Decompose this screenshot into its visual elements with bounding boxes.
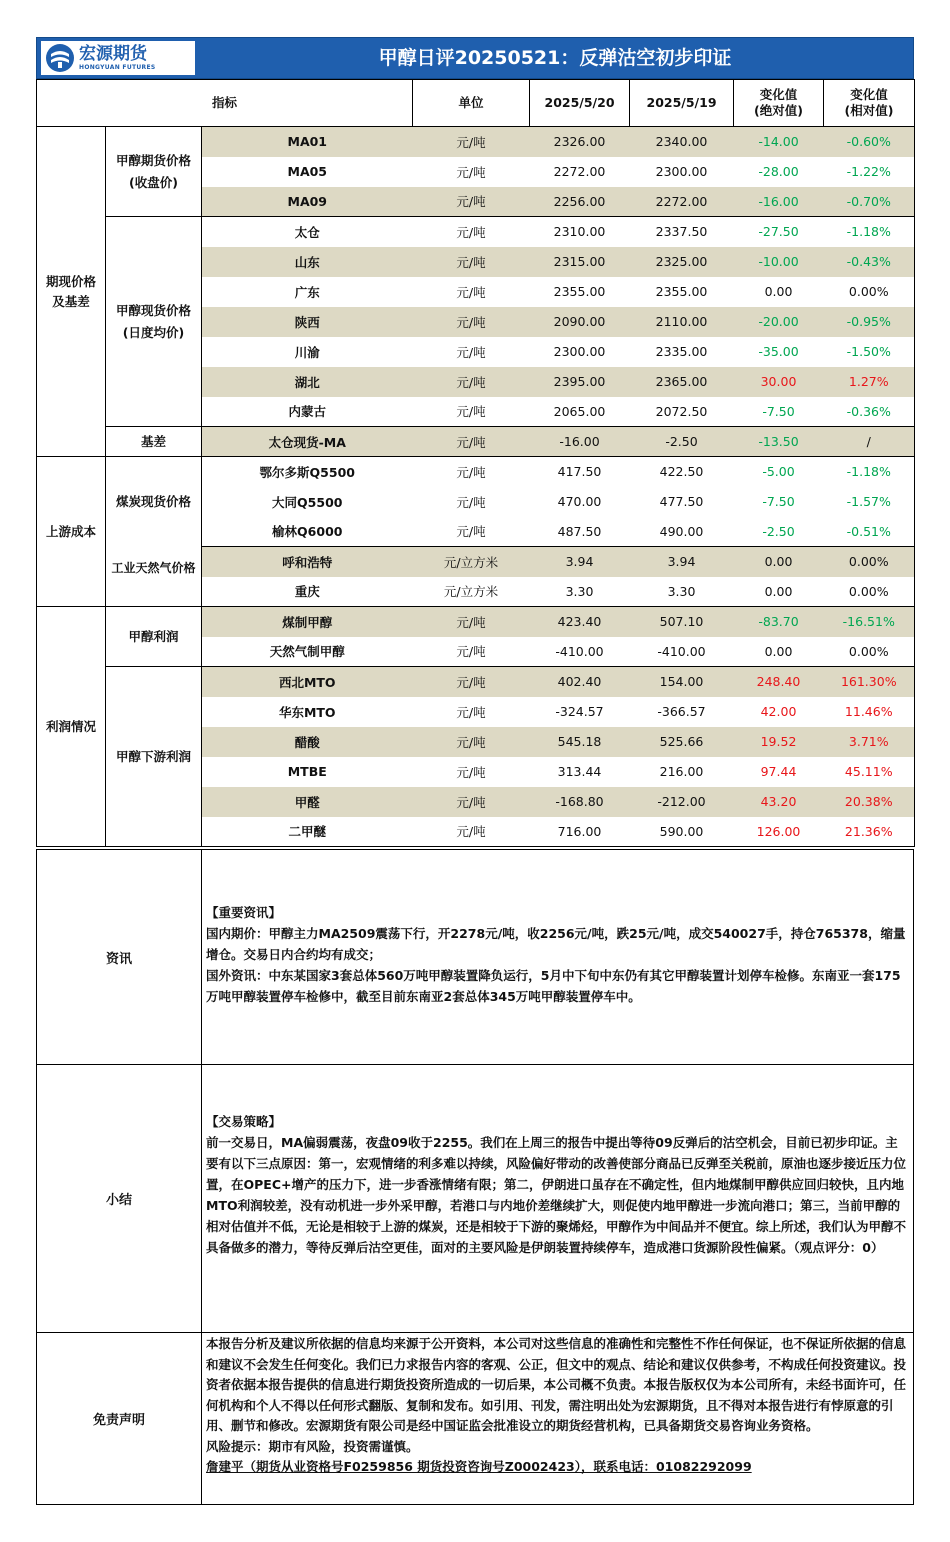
row-unit: 元/吨 <box>413 307 530 337</box>
row-value-date2: 525.66 <box>630 727 734 757</box>
row-change-abs: -10.00 <box>734 247 824 277</box>
row-value-date2: 2355.00 <box>655 284 708 299</box>
news-section <box>36 849 914 1065</box>
subgroup-basis: 基差 <box>106 427 202 457</box>
table-row <box>37 427 915 457</box>
row-change-abs: 30.00 <box>734 367 824 397</box>
row-unit: 元/吨 <box>456 284 486 300</box>
row-change-abs: -27.50 <box>734 217 824 247</box>
row-value-date1: 545.18 <box>530 727 630 757</box>
row-change-rel: 20.38% <box>824 787 915 817</box>
col-header-indicator: 指标 <box>37 80 413 127</box>
row-indicator-name: 鄂尔多斯Q5500 <box>202 457 413 487</box>
row-change-abs: -28.00 <box>758 164 799 179</box>
row-unit: 元/吨 <box>456 524 486 540</box>
row-value-date2: -366.57 <box>657 704 706 719</box>
row-change-abs: -13.50 <box>734 427 824 457</box>
news-foreign: 国外资讯：中东某国家3套总体560万吨甲醇装置降负运行，5月中下旬中东仍有其它甲醇装置计划停车检修。东南亚一套175万吨甲醇装置停车检修中，截至目前东南亚2套总体345万吨甲醇装置停车中。 <box>206 968 901 1004</box>
row-change-rel: -0.70% <box>824 187 915 217</box>
row-change-rel: -1.57% <box>824 487 915 517</box>
row-change-rel: 45.11% <box>824 757 915 787</box>
group-price-basis: 期现价格 及基差 <box>37 127 106 457</box>
row-indicator-name: 内蒙古 <box>202 397 413 427</box>
row-indicator-name: 二甲醚 <box>202 817 413 847</box>
row-unit: 元/吨 <box>456 764 486 780</box>
report-header <box>36 37 914 79</box>
row-change-rel: 1.27% <box>824 367 915 397</box>
row-indicator-name: 天然气制甲醇 <box>202 637 413 667</box>
subgroup-methanol-profit: 甲醇利润 <box>106 607 202 667</box>
row-indicator-name: 榆林Q6000 <box>202 517 413 547</box>
row-change-rel: 0.00% <box>824 277 915 307</box>
subgroup-coal-price: 煤炭现货价格 <box>106 457 202 547</box>
row-value-date1: 417.50 <box>530 457 630 487</box>
row-value-date1: 716.00 <box>530 817 630 847</box>
row-value-date2: -410.00 <box>630 637 734 667</box>
row-change-rel: -1.18% <box>824 457 915 487</box>
row-value-date2: 2325.00 <box>630 247 734 277</box>
row-change-abs: -35.00 <box>758 344 799 359</box>
row-value-date2: 2272.00 <box>630 187 734 217</box>
row-change-rel: 3.71% <box>824 727 915 757</box>
table-row <box>37 607 915 637</box>
row-value-date1: 2065.00 <box>530 397 630 427</box>
row-indicator-name: 呼和浩特 <box>202 547 413 577</box>
col-header-change-abs: 变化值 (绝对值) <box>734 80 824 127</box>
text-sections <box>36 849 914 1505</box>
row-value-date2: 422.50 <box>630 457 734 487</box>
row-value-date1: 2310.00 <box>530 217 630 247</box>
row-indicator-name: 醋酸 <box>202 727 413 757</box>
row-unit: 元/吨 <box>413 427 530 457</box>
company-logo <box>41 41 195 75</box>
row-change-rel: -1.22% <box>824 157 915 187</box>
logo-chinese-name: 宏源期货 <box>79 43 147 64</box>
row-value-date1: 313.44 <box>557 764 602 779</box>
news-heading: 【重要资讯】 <box>206 905 282 920</box>
row-indicator-name: 甲醛 <box>202 787 413 817</box>
row-unit: 元/吨 <box>413 667 530 697</box>
row-indicator-name: MA05 <box>202 157 413 187</box>
row-value-date1: 2256.00 <box>530 187 630 217</box>
summary-body: 前一交易日，MA偏弱震荡，夜盘09收于2255。我们在上周三的报告中提出等待09反弹后的沽空机会，目前已初步印证。主要有以下三点原因：第一，宏观情绪的利多难以持续，风险偏好带动的改善使部分商品已反弹至关税前，原油也逐步接近压力位置，在OPEC+增产的压力下，进一步香涨情绪有限；第二，伊朗进口虽存在不确定性，但内地煤制甲醇供应回归较快，且内地MTO利润较差，没有动机进一步外采甲醇，若港口与内地价差继续扩大，则促使内地甲醇进一步流向港口；第三，当前甲醇的相对估值并不低，无论是相较于上游的煤炭，还是相较于下游的聚烯烃，甲醇作为中间品并不便宜。综上所述，我们认为甲醇不具备做多的潜力，等待反弹后沽空更佳，面对的主要风险是伊朗装置持续停车，造成港口货源阶段性偏紧。（观点评分：0） <box>206 1135 907 1255</box>
row-indicator-name: MA01 <box>202 127 413 157</box>
news-label: 资讯 <box>37 850 202 1064</box>
row-value-date2: 2365.00 <box>630 367 734 397</box>
row-unit: 元/立方米 <box>413 547 530 577</box>
table-row <box>37 217 915 247</box>
row-change-abs: 42.00 <box>760 704 797 719</box>
row-change-abs: 248.40 <box>734 667 824 697</box>
summary-content <box>202 1065 913 1332</box>
row-unit: 元/吨 <box>413 637 530 667</box>
table-row <box>37 127 915 157</box>
row-indicator-name: 湖北 <box>202 367 413 397</box>
row-value-date1: 423.40 <box>530 607 630 637</box>
row-change-abs: 0.00 <box>734 637 824 667</box>
row-change-rel: 0.00% <box>824 637 915 667</box>
row-change-rel: 21.36% <box>824 817 915 847</box>
row-indicator-name: MA09 <box>202 187 413 217</box>
row-change-abs: -83.70 <box>734 607 824 637</box>
summary-heading: 【交易策略】 <box>206 1114 282 1129</box>
row-unit: 元/吨 <box>413 217 530 247</box>
row-unit: 元/吨 <box>456 344 486 360</box>
col-header-date1: 2025/5/20 <box>530 80 630 127</box>
row-change-rel: 0.00% <box>824 577 915 607</box>
row-change-rel: 161.30% <box>824 667 915 697</box>
col-header-change-rel: 变化值 (相对值) <box>824 80 915 127</box>
row-unit: 元/吨 <box>456 704 486 720</box>
row-unit: 元/吨 <box>413 457 530 487</box>
row-change-abs: 19.52 <box>734 727 824 757</box>
row-value-date1: 2315.00 <box>530 247 630 277</box>
row-value-date1: 2272.00 <box>553 164 606 179</box>
row-value-date2: 507.10 <box>630 607 734 637</box>
row-change-rel: -0.43% <box>824 247 915 277</box>
row-change-abs: -14.00 <box>734 127 824 157</box>
row-value-date1: 470.00 <box>557 494 602 509</box>
hongyuan-logo-icon <box>45 43 75 73</box>
row-value-date1: 3.94 <box>530 547 630 577</box>
row-change-rel: -16.51% <box>824 607 915 637</box>
row-value-date2: 154.00 <box>630 667 734 697</box>
row-indicator-name: 陕西 <box>202 307 413 337</box>
risk-warning: 风险提示：期市有风险，投资需谨慎。 <box>206 1438 419 1454</box>
row-value-date2: 2335.00 <box>655 344 708 359</box>
row-change-rel: 11.46% <box>824 697 915 727</box>
row-value-date2: 2340.00 <box>630 127 734 157</box>
row-value-date2: -212.00 <box>630 787 734 817</box>
row-value-date2: 2337.50 <box>630 217 734 247</box>
row-value-date1: -168.80 <box>530 787 630 817</box>
row-change-abs: -2.50 <box>762 523 795 539</box>
table-row <box>37 457 915 487</box>
row-value-date1: 2355.00 <box>553 284 606 299</box>
analyst-contact: 詹建平（期货从业资格号F0259856 期货投资咨询号Z0002423），联系电话：01082292099 <box>206 1459 752 1474</box>
row-change-abs: -20.00 <box>734 307 824 337</box>
summary-label: 小结 <box>37 1065 202 1332</box>
row-change-abs: -7.50 <box>734 397 824 427</box>
subgroup-downstream-profit: 甲醇下游利润 <box>106 667 202 847</box>
row-indicator-name: 太仓现货-MA <box>202 427 413 457</box>
row-value-date2: 3.30 <box>630 577 734 607</box>
row-change-abs: 0.00 <box>734 577 824 607</box>
row-change-abs: 43.20 <box>734 787 824 817</box>
row-indicator-name: 煤制甲醇 <box>202 607 413 637</box>
row-change-abs: -7.50 <box>762 494 795 509</box>
row-value-date1: 487.50 <box>557 523 602 539</box>
row-change-rel: -1.18% <box>824 217 915 247</box>
col-header-date2: 2025/5/19 <box>630 80 734 127</box>
disclaimer-content <box>202 1333 913 1504</box>
table-row <box>37 667 915 697</box>
group-upstream-cost: 上游成本 <box>37 457 106 607</box>
table-header-row <box>37 80 915 127</box>
disclaimer-section <box>36 1333 914 1505</box>
row-indicator-name: MTBE <box>202 757 413 787</box>
row-unit: 元/吨 <box>413 187 530 217</box>
page-title: 甲醇日评20250521：反弹沽空初步印证 <box>378 47 732 69</box>
row-change-rel: / <box>824 427 915 457</box>
row-change-abs: 126.00 <box>734 817 824 847</box>
row-value-date1: -324.57 <box>555 704 604 719</box>
disclaimer-label: 免责声明 <box>37 1333 202 1504</box>
row-unit: 元/吨 <box>413 787 530 817</box>
row-unit: 元/吨 <box>413 367 530 397</box>
row-value-date2: 490.00 <box>659 523 704 539</box>
row-unit: 元/吨 <box>456 494 486 510</box>
row-indicator-name: 华东MTO <box>202 697 413 727</box>
row-unit: 元/吨 <box>413 817 530 847</box>
row-value-date1: -16.00 <box>530 427 630 457</box>
row-value-date1: 2326.00 <box>530 127 630 157</box>
row-change-abs: -16.00 <box>734 187 824 217</box>
row-value-date2: 2072.50 <box>630 397 734 427</box>
row-value-date2: -2.50 <box>630 427 734 457</box>
news-domestic: 国内期价：甲醇主力MA2509震荡下行，开2278元/吨，收2256元/吨，跌25元/吨，成交540027手，持仓765378，缩量增仓。交易日内合约均有成交； <box>206 926 906 962</box>
row-unit: 元/吨 <box>456 164 486 180</box>
row-change-rel: -1.50% <box>824 337 915 367</box>
row-indicator-name: 重庆 <box>202 577 413 607</box>
row-change-abs: 0.00 <box>734 547 824 577</box>
row-change-rel: -0.60% <box>824 127 915 157</box>
table-row <box>37 547 915 577</box>
row-value-date2: 216.00 <box>659 764 704 779</box>
row-indicator-name: 广东 <box>202 277 413 307</box>
summary-section <box>36 1065 914 1333</box>
row-value-date2: 590.00 <box>630 817 734 847</box>
row-value-date1: -410.00 <box>530 637 630 667</box>
row-change-abs: -5.00 <box>734 457 824 487</box>
row-indicator-name: 川渝 <box>202 337 413 367</box>
news-content <box>202 850 913 1064</box>
row-value-date1: 2395.00 <box>530 367 630 397</box>
col-header-unit: 单位 <box>413 80 530 127</box>
row-indicator-name: 山东 <box>202 247 413 277</box>
row-value-date1: 2090.00 <box>530 307 630 337</box>
row-value-date1: 402.40 <box>530 667 630 697</box>
disclaimer-body: 本报告分析及建议所依据的信息均来源于公开资料，本公司对这些信息的准确性和完整性不作任何保证，也不保证所依据的信息和建议不会发生任何变化。我们已力求报告内容的客观、公正，但文中的观点、结论和建议仅供参考，不构成任何投资建议。投资者依据本报告提供的信息进行期货投资所造成的一切后果，本公司概不负责。本报告版权仅为本公司所有，未经书面许可，任何机构和个人不得以任何形式翻版、复制和发布。如引用、刊发，需注明出处为宏源期货，且不得对本报告进行有悖原意的引用、删节和修改。宏源期货有限公司是经中国证监会批准设立的期货经营机构，已具备期货交易咨询业务资格。 <box>206 1336 907 1433</box>
row-indicator-name: 西北MTO <box>202 667 413 697</box>
subgroup-gas-price: 工业天然气价格 <box>106 547 202 607</box>
row-unit: 元/吨 <box>413 127 530 157</box>
row-indicator-name: 太仓 <box>202 217 413 247</box>
row-unit: 元/吨 <box>413 727 530 757</box>
row-change-abs: 97.44 <box>760 764 797 779</box>
row-change-rel: -0.36% <box>824 397 915 427</box>
logo-english-name: HONGYUAN FUTURES <box>79 63 156 71</box>
indicator-table <box>36 79 915 847</box>
row-value-date1: 3.30 <box>530 577 630 607</box>
row-change-rel: 0.00% <box>824 547 915 577</box>
row-change-abs: 0.00 <box>764 284 793 299</box>
row-change-rel: -0.95% <box>824 307 915 337</box>
group-profit: 利润情况 <box>37 607 106 847</box>
row-indicator-name: 大同Q5500 <box>202 487 413 517</box>
row-value-date2: 2300.00 <box>655 164 708 179</box>
subgroup-futures-price: 甲醇期货价格 (收盘价) <box>106 127 202 217</box>
row-unit: 元/吨 <box>413 247 530 277</box>
row-value-date2: 2110.00 <box>630 307 734 337</box>
row-change-rel: -0.51% <box>824 517 915 547</box>
row-unit: 元/吨 <box>413 397 530 427</box>
row-unit: 元/吨 <box>413 607 530 637</box>
row-value-date1: 2300.00 <box>553 344 606 359</box>
row-value-date2: 477.50 <box>659 494 704 509</box>
row-unit: 元/立方米 <box>413 577 530 607</box>
row-value-date2: 3.94 <box>630 547 734 577</box>
subgroup-spot-price: 甲醇现货价格 (日度均价) <box>106 217 202 427</box>
